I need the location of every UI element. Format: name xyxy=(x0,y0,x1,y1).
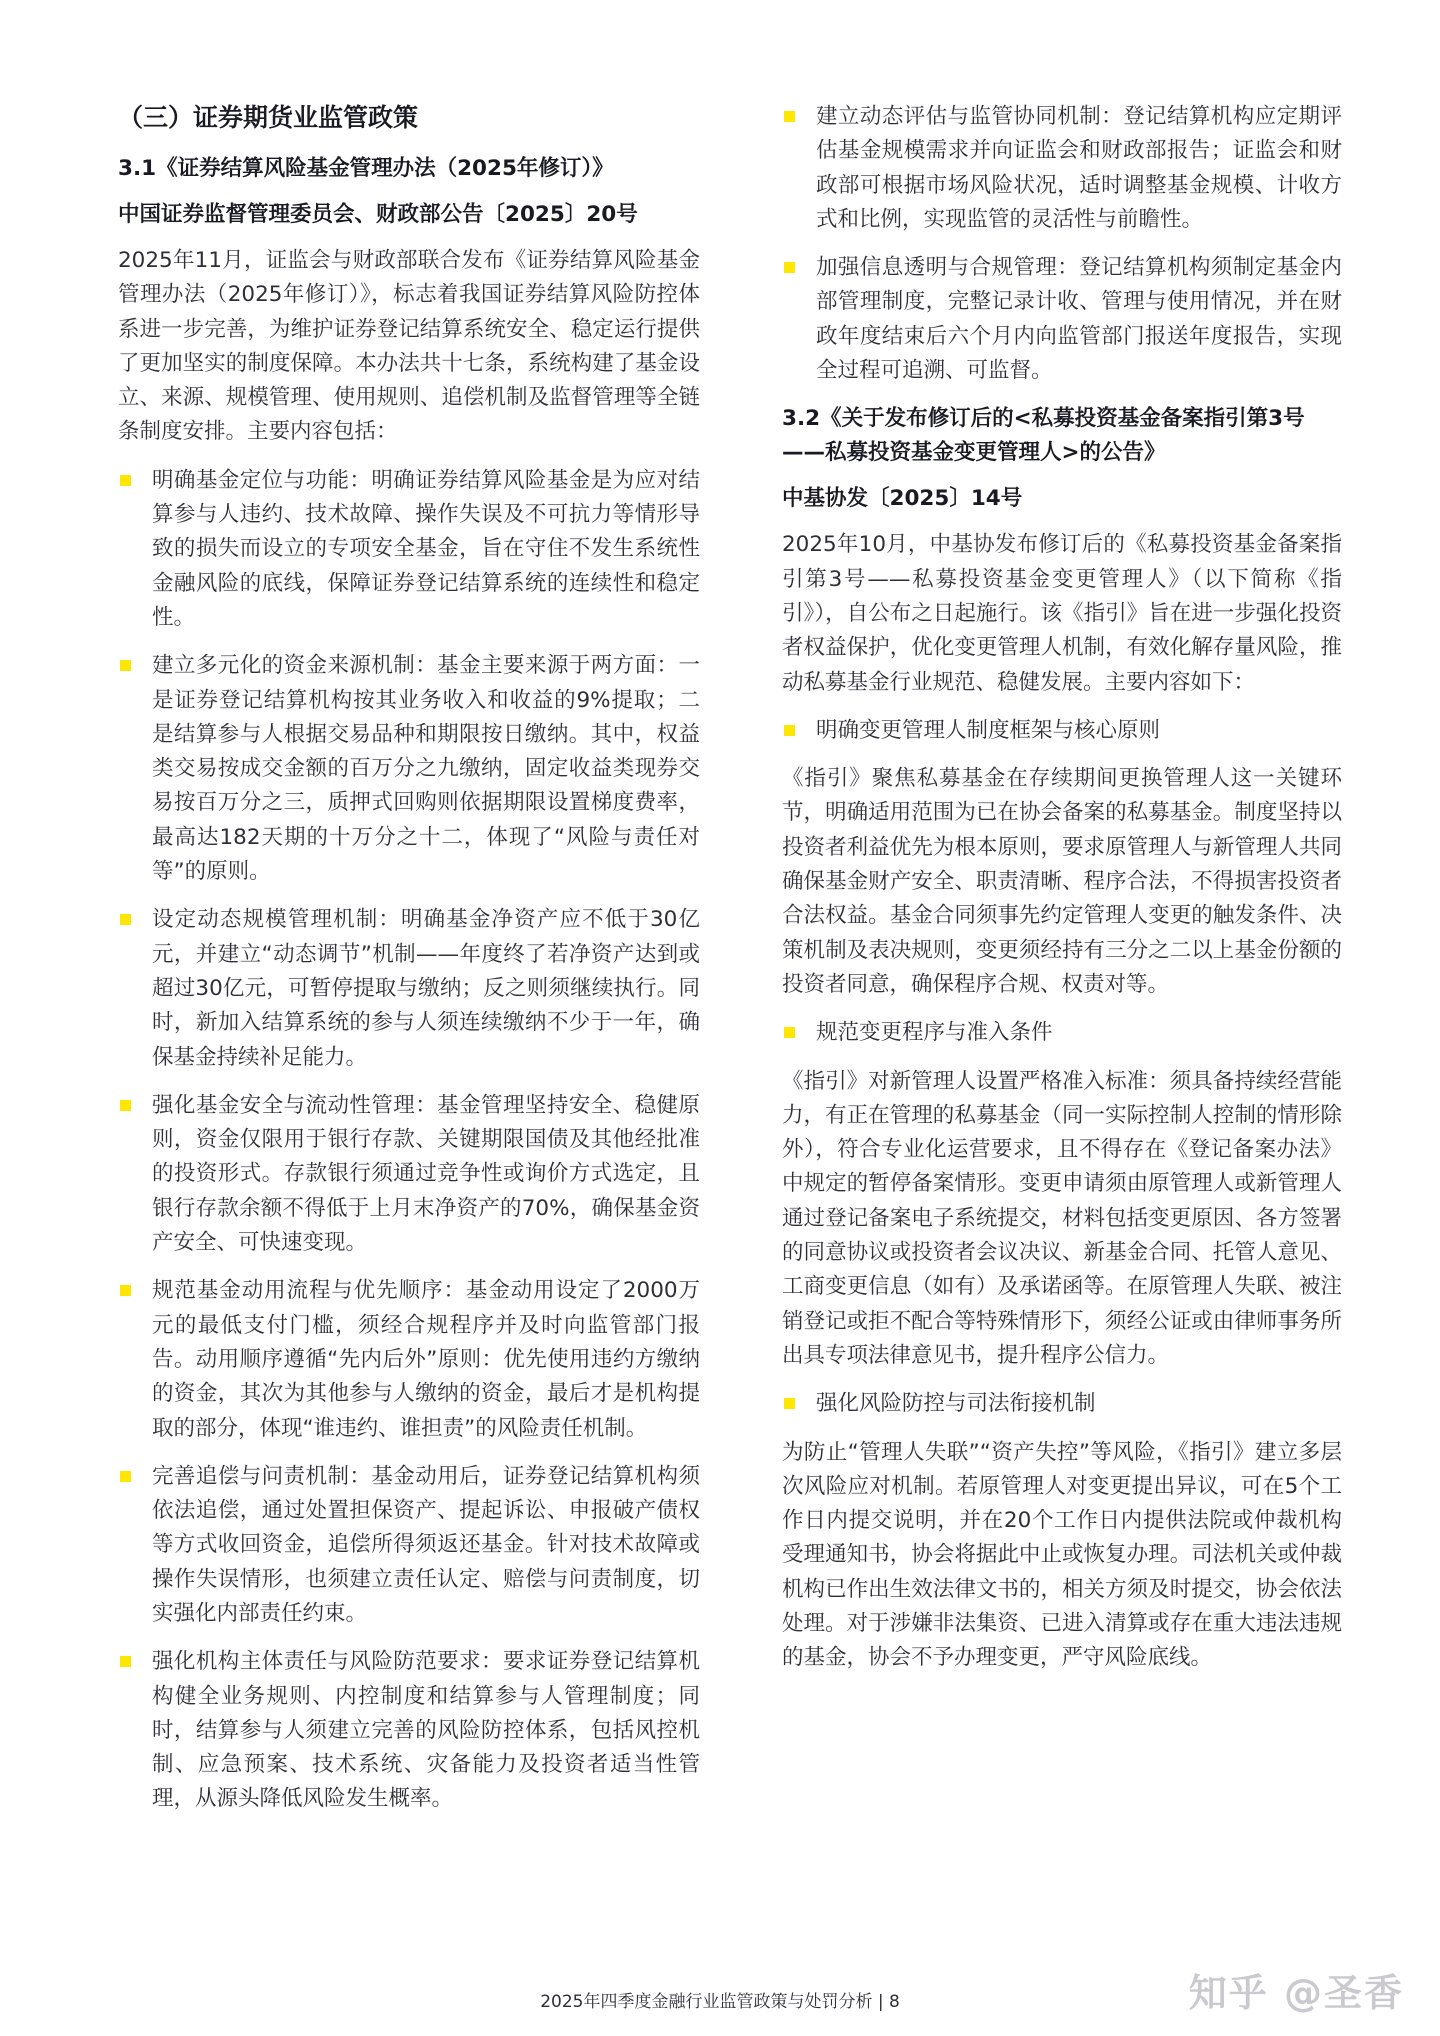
subsection-body: 《指引》聚焦私募基金在存续期间更换管理人这一关键环节，明确适用范围为已在协会备案的私募基金。制度坚持以投资者利益优先为根本原则，要求原管理人与新管理人共同确保基金财产安全、职责清晰、程序合法，不得损害投资者合法权益。基金合同须事先约定管理人变更的触发条件、决策机制及表决规则，变更须经持有三分之二以上基金份额的投资者同意，确保程序合规、权责对等。 xyxy=(782,766,1342,997)
bullet-square-icon xyxy=(784,111,795,122)
bullet-square-icon xyxy=(784,1027,795,1038)
bullet-square-icon xyxy=(784,725,795,736)
section-3-1-notice-number: 中国证券监督管理委员会、财政部公告〔2025〕20号 xyxy=(118,202,638,227)
list-item xyxy=(118,649,700,889)
section-3-2-intro: 2025年10月，中基协发布修订后的《私募投资基金备案指引第3号——私募投资基金变更管理人》（以下简称《指引》），自公布之日起施行。该《指引》旨在进一步强化投资者权益保护，优化变更管理人机制，有效化解存量风险，推动私募基金行业规范、稳健发展。主要内容如下： xyxy=(782,532,1342,695)
subsection-body: 为防止“管理人失联”“资产失控”等风险，《指引》建立多层次风险应对机制。若原管理人对变更提出异议，可在5个工作日内提交说明，并在20个工作日内提供法院或仲裁机构受理通知书，协会将据此中止或恢复办理。司法机关或仲裁机构已作出生效法律文书的，相关方须及时提交，协会依法处理。对于涉嫌非法集资、已进入清算或存在重大违法违规的基金，协会不予办理变更，严守风险底线。 xyxy=(782,1439,1342,1671)
list-item-text: 强化机构主体责任与风险防范要求：要求证券登记结算机构健全业务规则、内控制度和结算参与人管理制度；同时，结算参与人须建立完善的风险防控体系，包括风控机制、应急预案、技术系统、灾备能力及投资者适当性管理，从源头降低风险发生概率。 xyxy=(152,1649,700,1812)
section-3-1-title: 3.1《证券结算风险基金管理办法（2025年修订）》 xyxy=(118,156,614,181)
bullet-square-icon xyxy=(120,914,131,925)
list-item-text: 明确基金定位与功能：明确证券结算风险基金是为应对结算参与人违约、技术故障、操作失误及不可抗力等情形导致的损失而设立的专项安全基金，旨在守住不发生系统性金融风险的底线，保障证券登记结算系统的连续性和稳定性。 xyxy=(152,467,700,630)
list-item xyxy=(118,1645,700,1816)
list-item-text: 建立动态评估与监管协同机制：登记结算机构应定期评估基金规模需求并向证监会和财政部报告；证监会和财政部可根据市场风险状况，适时调整基金规模、计收方式和比例，实现监管的灵活性与前瞻性。 xyxy=(816,104,1342,232)
section-title: （三）证券期货业监管政策 xyxy=(118,103,419,132)
subsection-body: 《指引》对新管理人设置严格准入标准：须具备持续经营能力，有正在管理的私募基金（同一实际控制人控制的情形除外），符合专业化运营要求，且不得存在《登记备案办法》中规定的暂停备案情形。变更申请须由原管理人或新管理人通过登记备案电子系统提交，材料包括变更原因、各方签署的同意协议或投资者会议决议、新基金合同、托管人意见、工商变更信息（如有）及承诺函等。在原管理人失联、被注销登记或拒不配合等特殊情形下，须经公证或由律师事务所出具专项法律意见书，提升程序公信力。 xyxy=(782,1068,1342,1368)
list-item-text: 完善追偿与问责机制：基金动用后，证券登记结算机构须依法追偿，通过处置担保资产、提起诉讼、申报破产债权等方式收回资金，追偿所得须返还基金。针对技术故障或操作失误情形，也须建立责任认定、赔偿与问责制度，切实强化内部责任约束。 xyxy=(152,1463,700,1626)
bullet-square-icon xyxy=(120,1471,131,1482)
list-item xyxy=(782,251,1342,388)
bullet-square-icon xyxy=(120,1656,131,1667)
bullet-square-icon xyxy=(784,1398,795,1409)
subheading xyxy=(782,1387,1342,1421)
list-item-text: 加强信息透明与合规管理：登记结算机构须制定基金内部管理制度，完整记录计收、管理与使用情况，并在财政年度结束后六个月内向监管部门报送年度报告，实现全过程可追溯、可监督。 xyxy=(816,255,1342,384)
list-item xyxy=(118,903,700,1074)
section-3-1-intro: 2025年11月，证监会与财政部联合发布《证券结算风险基金管理办法（2025年修订）》，标志着我国证券结算风险防控体系进一步完善，为维护证券登记结算系统安全、稳定运行提供了更加坚实的制度保障。本办法共十七条，系统构建了基金设立、来源、规模管理、使用规则、追偿机制及监督管理等全链条制度安排。主要内容包括： xyxy=(118,248,700,445)
bullet-square-icon xyxy=(120,1100,131,1111)
list-item-text: 规范基金动用流程与优先顺序：基金动用设定了2000万元的最低支付门槛，须经合规程序并及时向监管部门报告。动用顺序遵循“先内后外”原则：优先使用违约方缴纳的资金，其次为其他参与人缴纳的资金，最后才是机构提取的部分，体现“谁违约、谁担责”的风险责任机制。 xyxy=(152,1278,700,1441)
list-item xyxy=(782,100,1342,237)
list-item xyxy=(118,464,700,635)
section-3-2-notice-number: 中基协发〔2025〕14号 xyxy=(782,486,1023,512)
bullet-square-icon xyxy=(120,1285,131,1296)
list-item-text: 强化基金安全与流动性管理：基金管理坚持安全、稳健原则，资金仅限用于银行存款、关键期限国债及其他经批准的投资形式。存款银行须通过竞争性或询价方式选定，且银行存款余额不得低于上月末净资产的70%，确保基金资产安全、可快速变现。 xyxy=(152,1092,700,1256)
page-footer: 2025年四季度金融行业监管政策与处罚分析 | 8 xyxy=(540,1992,900,2012)
subheading-text: 明确变更管理人制度框架与核心原则 xyxy=(816,717,1161,743)
list-item-text: 设定动态规模管理机制：明确基金净资产应不低于30亿元，并建立“动态调节”机制——年度终了若净资产达到或超过30亿元，可暂停提取与缴纳；反之则须继续执行。同时，新加入结算系统的参与人须连续缴纳不少于一年，确保基金持续补足能力。 xyxy=(152,907,700,1070)
section-3-2-title: 3.2《关于发布修订后的<私募投资基金备案指引第3号——私募投资基金变更管理人>的公告》 xyxy=(782,406,1305,466)
left-column xyxy=(118,100,700,1831)
subheading xyxy=(782,714,1342,748)
zhihu-watermark: 知乎 @圣香 xyxy=(1188,1971,1404,2015)
subheading-text: 强化风险防控与司法衔接机制 xyxy=(816,1391,1096,1417)
right-column xyxy=(782,100,1342,1690)
subheading-text: 规范变更程序与准入条件 xyxy=(816,1020,1053,1046)
list-item xyxy=(118,1274,700,1445)
list-item xyxy=(118,1460,700,1631)
list-item xyxy=(118,1089,700,1260)
subheading xyxy=(782,1016,1342,1050)
bullet-square-icon xyxy=(120,660,131,671)
bullet-square-icon xyxy=(120,475,131,486)
bullet-square-icon xyxy=(784,262,795,273)
list-item-text: 建立多元化的资金来源机制：基金主要来源于两方面：一是证券登记结算机构按其业务收入和收益的9%提取；二是结算参与人根据交易品种和期限按日缴纳。其中，权益类交易按成交金额的百万分之九缴纳，固定收益类现券交易按百万分之三，质押式回购则依据期限设置梯度费率，最高达182天期的十万分之十二，体现了“风险与责任对等”的原则。 xyxy=(152,653,700,885)
